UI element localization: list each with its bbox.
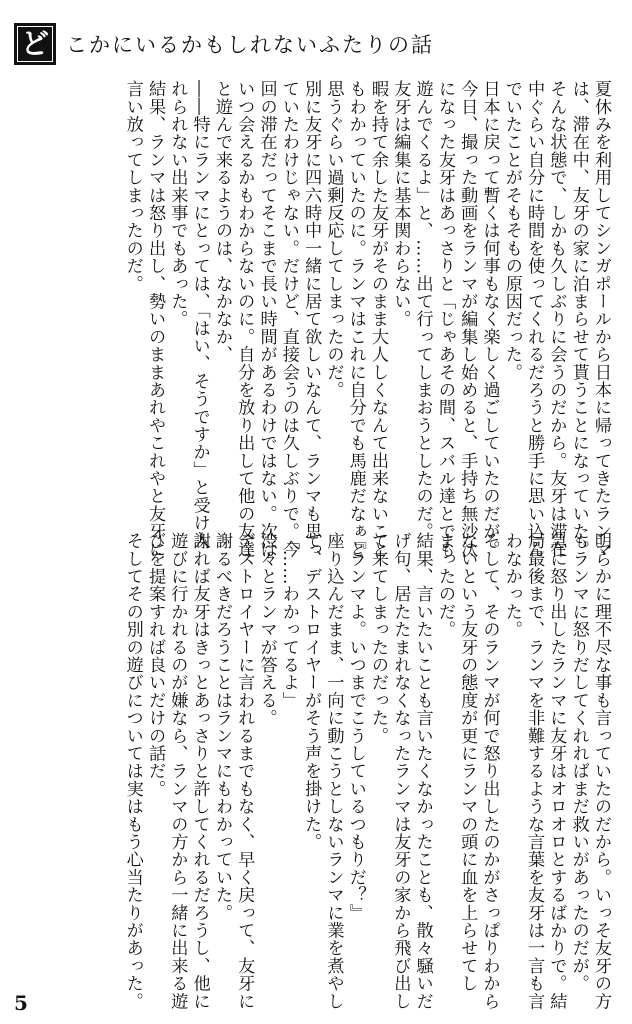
text-line: 今日、撮った動画をランマが編集し始めると、手持ち無沙汰 xyxy=(457,80,478,558)
text-line: 「……わかってるよ」 xyxy=(278,532,299,709)
text-line: 友牙は編集に基本関わらない。 xyxy=(390,80,411,328)
text-line: ないという友牙の態度が更にランマの頭に血を上らせてし xyxy=(457,532,478,993)
text-line: もランマに怒りだしてくれればまだ救いがあったのだが。 xyxy=(568,532,589,993)
text-column-bottom xyxy=(24,532,612,1010)
text-line: げ句、居たたまれなくなったランマは友牙の家から飛び出し xyxy=(390,532,411,1010)
page-number: 5 xyxy=(14,991,28,1015)
text-line: 明らかに理不尽な事も言っていたのだから。いっそ友牙の方 xyxy=(591,532,611,1010)
text-line: 渋々とランマが答える。 xyxy=(256,532,277,727)
text-line: デストロイヤーに言われるまでもなく、早く戻って、友牙に xyxy=(234,532,255,1010)
text-line: 遊んでくるよ」と、……出て行ってしまおうとしたのだ。 xyxy=(412,80,433,541)
text-line: そんな状態で、しかも久しぶりに会うのだから。友牙は滞在 xyxy=(546,80,567,558)
chapter-title: こかにいるかもしれないふたりの話 xyxy=(66,33,434,57)
text-line: 結果、言いたいことも言いたくなかったことも、散々騒いだ xyxy=(412,532,433,1010)
text-line: 暇を持て余した友牙がそのまま大人しくなんて出来ないこと xyxy=(368,80,389,558)
chapter-logo-glyph: ど xyxy=(20,27,49,60)
text-line: ――特にランマにとっては、「はい、そうですか」と受け入 xyxy=(189,80,210,550)
text-line: 謝れば友牙はきっとあっさりと許してくれるだろうし、他に xyxy=(189,532,210,1010)
text-line: 遊びに行かれるのが嫌なら、ランマの方から一緒に出来る遊 xyxy=(167,532,188,1010)
text-line: 思うぐらい過剰反応してしまったのだ。 xyxy=(323,80,344,399)
text-line: は、滞在中、友牙の家に泊まらせて貰うことになっていた。 xyxy=(568,80,589,558)
text-line: わなかった。 xyxy=(501,532,522,639)
text-line: でいたことがそもそもの原因だった。 xyxy=(501,80,522,381)
text-line: 中ぐらい自分に時間を使ってくれるだろうと勝手に思い込ん xyxy=(524,80,545,558)
text-line: まったのだ。 xyxy=(434,532,455,639)
chapter-logo xyxy=(14,23,56,65)
text-line: になった友牙はあっさりと「じゃあその間、スバル達とでも xyxy=(434,80,455,558)
text-line: と遊んで来るようのは、なかなか、 xyxy=(211,80,232,364)
text-line: ていたわけじゃない。だけど、直接会うのは久しぶりで。今 xyxy=(278,80,299,558)
text-line: 結果、ランマは怒り出し、勢いのままあれやこれやと友牙に xyxy=(145,80,166,558)
text-line: 別に友牙に四六時中一緒に居て欲しいなんて、ランマも思っ xyxy=(301,80,322,558)
text-line: て、デストロイヤーがそう声を掛けた。 xyxy=(301,532,322,851)
text-line: 座り込んだまま、一向に動こうとしないランマに業を煮やし xyxy=(323,532,344,1010)
text-line: 回の滞在だってそこまで長い時間があるわけではない。次は xyxy=(256,80,277,558)
text-line: 日本に戻って暫くは何事もなく楽しく過ごしていたのだが。 xyxy=(479,80,500,558)
text-line: そしてその別の遊びについては実はもう心当たりがあった。 xyxy=(122,532,143,1010)
text-line: 『ランマよ。いつまでこうしているつもりだ？』 xyxy=(345,532,366,922)
text-line: 急に怒り出したランマに友牙はオロオロとするばかりで。結 xyxy=(546,532,567,1010)
chapter-header xyxy=(14,22,434,66)
text-line: 謝るべきだろうことはランマにもわかっていた。 xyxy=(211,532,232,922)
text-line: て来てしまったのだった。 xyxy=(368,532,389,745)
text-line: 局最後まで、ランマを非難するような言葉を友牙は一言も言 xyxy=(524,532,545,1010)
text-line: そして、そのランマが何で怒り出したのかがさっぱりわから xyxy=(479,532,500,1010)
text-line: びを提案すれば良いだけの話だ。 xyxy=(145,532,166,798)
text-column-top xyxy=(24,80,612,558)
text-line: 言い放ってしまったのだ。 xyxy=(122,80,143,293)
text-line: もわかっていたのに。ランマはこれに自分でも馬鹿だなぁと xyxy=(345,80,366,558)
text-line: いつ会えるかもわからないのに。自分を放り出して他の友達 xyxy=(234,80,255,558)
text-line: れられない出来事でもあった。 xyxy=(167,80,188,328)
text-line: 夏休みを利用してシンガポールから日本に帰ってきたランマ xyxy=(591,80,611,558)
